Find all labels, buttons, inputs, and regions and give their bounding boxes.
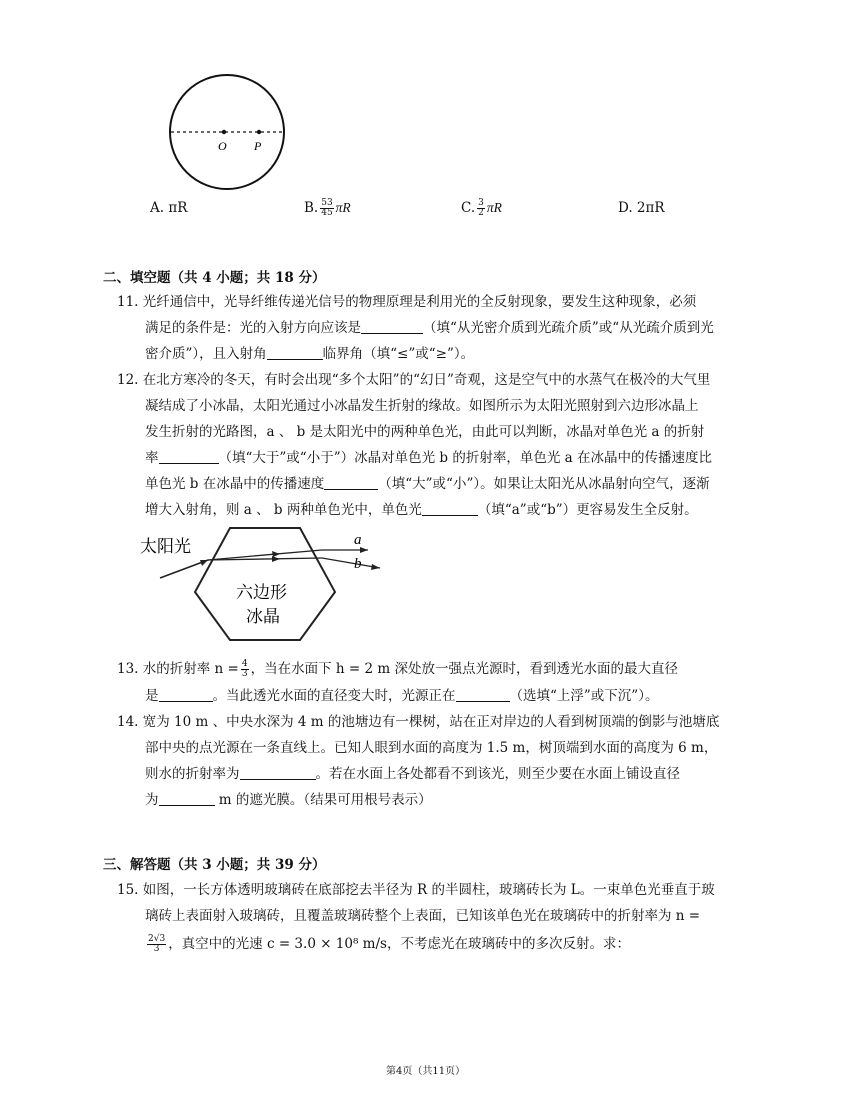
point-o-label: O (218, 139, 227, 153)
q15-line-1: 15. 如图，一长方体透明玻璃砖在底部挖去半径为 R 的半圆柱，玻璃砖长为 L。一束单色光垂直于玻 (117, 882, 715, 898)
answer-blank (159, 791, 215, 806)
q12-line-5: 单色光 b 在冰晶中的传播速度 （填“大”或“小”）。如果让太阳光从冰晶射向空气，逐渐 (145, 476, 710, 492)
answer-blank (456, 687, 510, 702)
answer-blank (267, 345, 323, 360)
ray-a-label: a (354, 532, 362, 548)
option-b: B. $\frac{53}{45}$ πR (304, 198, 351, 218)
q13-line-1: 13. 水的折射率 n = $\frac{4}{3}$ ，当在水面下 h = 2 m 深处放一强点光源时，看到透光水面的最大直径 (117, 659, 678, 679)
ray-b-label: b (354, 556, 362, 572)
section-title-solutions: 三、解答题（共 3 小题；共 39 分） (103, 857, 326, 873)
q14-line-3: 则水的折射率为 。若在水面上各处都看不到该光，则至少要在水面上铺设直径 (145, 766, 680, 782)
q13-line-2: 是 。当此透光水面的直径变大时，光源正在 （选填“上浮”或下沉”）。 (145, 688, 659, 704)
q11-line-1: 11. 光纤通信中，光导纤维传递光信号的物理原理是利用光的全反射现象，要发生这种现象，必须 (117, 294, 697, 310)
ice-crystal-figure (140, 520, 400, 645)
circle-figure (168, 70, 288, 194)
q12-line-4: 率 （填“大于”或“小于”）冰晶对单色光 b 的折射率，单色光 a 在冰晶中的传播速度比 (145, 450, 712, 466)
answer-blank (159, 687, 213, 702)
crystal-label-line-1: 六边形 (236, 583, 287, 603)
q12-line-1: 12. 在北方寒冷的冬天，有时会出现“多个太阳”的“幻日”奇观，这是空气中的水蒸气在极冷的大气里 (117, 372, 711, 388)
q15-line-2: 璃砖上表面射入玻璃砖，且覆盖玻璃砖整个上表面，已知该单色光在玻璃砖中的折射率为 n = (145, 908, 701, 924)
option-a: A. πR (150, 200, 188, 216)
answer-blank (159, 449, 219, 464)
answer-blank (422, 501, 478, 516)
q11-line-2: 满足的条件是：光的入射方向应该是 （填“从光密介质到光疏介质”或“从光疏介质到光 (145, 320, 714, 336)
q12-line-2: 凝结成了小冰晶，太阳光通过小冰晶发生折射的缘故。如图所示为太阳光照射到六边形冰晶上 (145, 398, 699, 414)
section-title-fill-in: 二、填空题（共 4 小题；共 18 分） (103, 270, 326, 286)
q11-line-3: 密介质”），且入射角 临界角（填“≤”或“≥”）。 (145, 346, 475, 362)
page-number: 第4页（共11页） (386, 1066, 466, 1077)
answer-blank (324, 475, 378, 490)
point-p-label: P (254, 139, 262, 153)
crystal-label-line-2: 冰晶 (246, 607, 280, 627)
q12-line-3: 发生折射的光路图，a 、 b 是太阳光中的两种单色光，由此可以判断，冰晶对单色光 a 的折射 (145, 424, 705, 440)
q14-line-4: 为 m 的遮光膜。（结果可用根号表示） (145, 792, 432, 808)
q14-line-2: 部中央的点光源在一条直线上。已知人眼到水面的高度为 1.5 m，树顶端到水面的高度为 6 m， (145, 740, 718, 756)
answer-blank (361, 319, 423, 334)
option-c: C. $\frac{3}{2}$ πR (461, 198, 502, 218)
sunlight-label: 太阳光 (140, 537, 191, 557)
option-d: D. 2πR (618, 200, 665, 216)
q14-line-1: 14. 宽为 10 m 、中央水深为 4 m 的池塘边有一棵树，站在正对岸边的人看到树顶端的倒影与池塘底 (117, 714, 720, 730)
q12-line-6: 增大入射角，则 a 、 b 两种单色光中，单色光 （填“a”或“b”）更容易发生全反射。 (145, 502, 698, 518)
q15-line-3: $\frac{2√3}{3}$ ，真空中的光速 c = 3.0 × 10⁸ m/s，不考虑光在玻璃砖中的多次反射。求： (148, 934, 630, 954)
answer-blank (240, 765, 316, 780)
